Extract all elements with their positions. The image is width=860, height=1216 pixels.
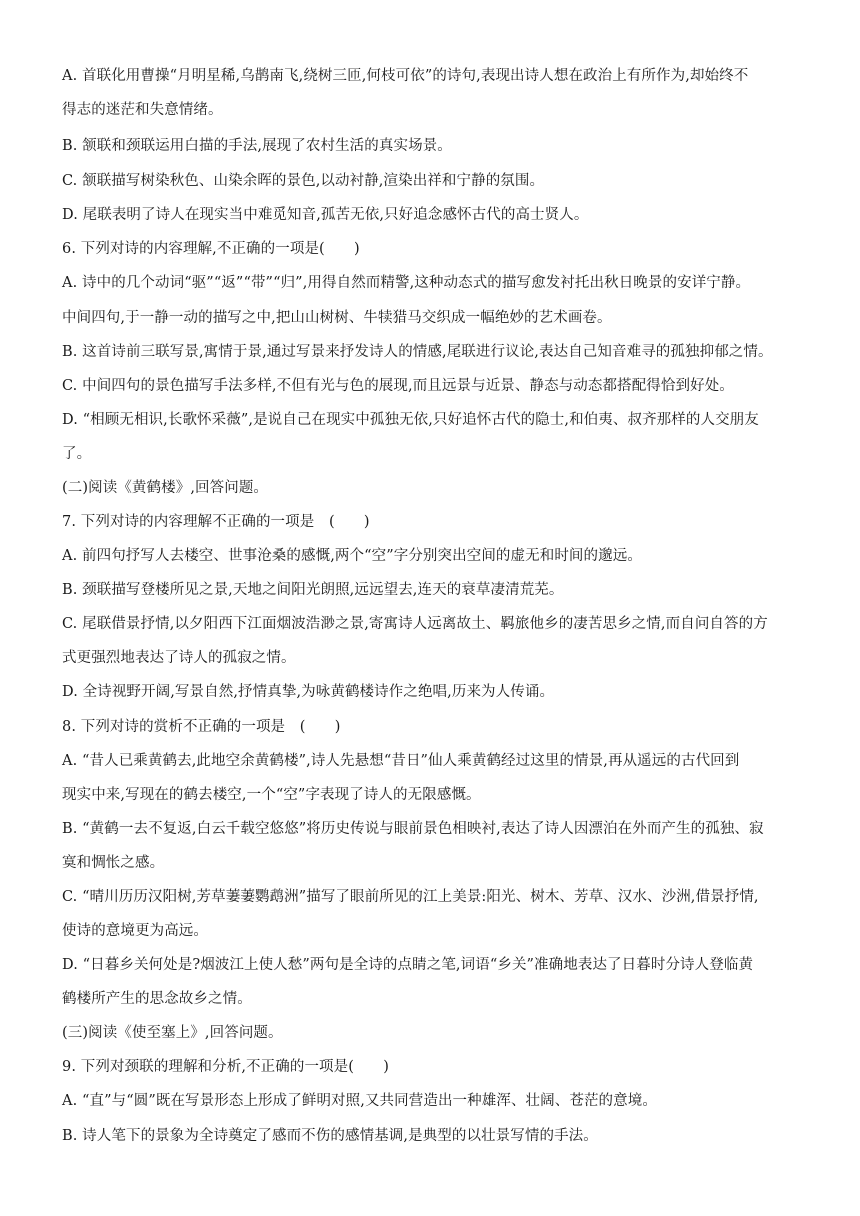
option-text: D. 尾联表明了诗人在现实当中难觅知音,孤苦无依,只好追念感怀古代的高士贤人。 [62, 207, 589, 223]
option-text: 鹤楼所产生的思念故乡之情。 [62, 991, 252, 1007]
option-text: D. 全诗视野开阔,写景自然,抒情真挚,为咏黄鹤楼诗作之绝唱,历来为人传诵。 [62, 684, 555, 700]
option-text: 了。 [62, 446, 92, 462]
option-text: A. 首联化用曹操“月明星稀,乌鹊南飞,绕树三匝,何枝可依”的诗句,表现出诗人想在政治上有所作为,却始终不 [62, 68, 749, 84]
option-text: D. “相顾无相识,长歌怀采薇”,是说自己在现实中孤独无依,只好追怀古代的隐士,和伯夷、叔齐那样的人交朋友 [62, 412, 759, 428]
option-text: C. “晴川历历汉阳树,芳草萋萋鹦鹉洲”描写了眼前所见的江上美景:阳光、树木、芳草、汉水、沙洲,借景抒情, [62, 889, 759, 905]
option-text: B. 颔联和颈联运用白描的手法,展现了农村生活的真实场景。 [62, 138, 452, 154]
option-text: 得志的迷茫和失意情绪。 [62, 102, 223, 118]
option-text: D. “日暮乡关何处是?烟波江上使人愁”两句是全诗的点睛之笔,词语“乡关”准确地表达了日暮时分诗人登临黄 [62, 957, 754, 973]
section-heading: (三)阅读《使至塞上》,回答问题。 [62, 1025, 283, 1041]
option-text: A. “直”与“圆”既在写景形态上形成了鲜明对照,又共同营造出一种雄浑、壮阔、苍茫的意境。 [62, 1093, 657, 1109]
option-text: 使诗的意境更为高远。 [62, 923, 208, 939]
option-text: 式更强烈地表达了诗人的孤寂之情。 [62, 650, 296, 666]
option-text: 现实中来,写现在的鹤去楼空,一个“空”字表现了诗人的无限感慨。 [62, 787, 481, 803]
option-text: A. “昔人已乘黄鹤去,此地空余黄鹤楼”,诗人先悬想“昔日”仙人乘黄鹤经过这里的情景,再从遥远的古代回到 [62, 753, 740, 769]
section-heading: (二)阅读《黄鹤楼》,回答问题。 [62, 480, 269, 496]
option-text: 寞和惆怅之感。 [62, 855, 165, 871]
option-text: A. 诗中的几个动词“驱”“返”“带”“归”,用得自然而精警,这种动态式的描写愈发衬托出秋日晚景的安详宁静。 [62, 275, 751, 291]
option-text: 中间四句,于一静一动的描写之中,把山山树树、牛犊猎马交织成一幅绝妙的艺术画卷。 [62, 310, 612, 326]
option-text: C. 颔联描写树染秋色、山染余晖的景色,以动衬静,渲染出祥和宁静的氛围。 [62, 173, 545, 189]
option-text: B. 这首诗前三联写景,寓情于景,通过写景来抒发诗人的情感,尾联进行议论,表达自己知音难寻的孤独抑郁之情。 [62, 344, 773, 360]
option-text: C. 中间四句的景色描写手法多样,不但有光与色的展现,而且远景与近景、静态与动态都搭配得恰到好处。 [62, 378, 734, 394]
option-text: B. 诗人笔下的景象为全诗奠定了感而不伤的感情基调,是典型的以壮景写情的手法。 [62, 1128, 598, 1144]
option-text: C. 尾联借景抒情,以夕阳西下江面烟波浩渺之景,寄寓诗人远离故土、羁旅他乡的凄苦思乡之情,而自问自答的方 [62, 616, 768, 632]
question-stem: 6. 下列对诗的内容理解,不正确的一项是( ) [62, 241, 360, 257]
option-text: B. 颈联描写登楼所见之景,天地之间阳光朗照,远远望去,连天的衰草凄清荒芜。 [62, 582, 564, 598]
option-text: A. 前四句抒写人去楼空、世事沧桑的感慨,两个“空”字分别突出空间的虚无和时间的邈远。 [62, 548, 642, 564]
option-text: B. “黄鹤一去不复返,白云千载空悠悠”将历史传说与眼前景色相映衬,表达了诗人因漂泊在外而产生的孤独、寂 [62, 821, 764, 837]
question-stem: 9. 下列对颈联的理解和分析,不正确的一项是( ) [62, 1059, 389, 1075]
question-stem: 7. 下列对诗的内容理解不正确的一项是 ( ) [62, 514, 370, 530]
question-stem: 8. 下列对诗的赏析不正确的一项是 ( ) [62, 719, 341, 735]
